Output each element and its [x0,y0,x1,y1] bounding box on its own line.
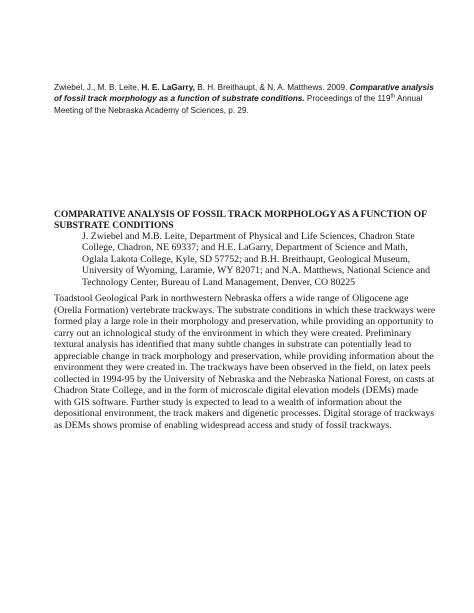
citation-proceedings: Proceedings of the 119 [304,94,391,104]
abstract-body: Toadstool Geological Park in northwestern Nebraska offers a wide range of Oligocene age (Orella Formation) vertebrate trackways. The substrate conditions in which these trackways were formed play a large role in their morphology and preservation, while providing an opportunity to carry out an ichnological study of the environment in which they were created. Preliminary textural analysis has identified that many subtle changes in substrate can potentially lead to appreciable change in track morphology and preservation, while providing information about the environment they were created in. The trackways have been observed in the field, on latex peels collected in 1994-95 by the University of Nebraska and the Nebraska National Forest, on casts at Chadron State College, and in the form of microscale digital elevation models (DEMs) made with GIS software. Further study is expected to lead to a wealth of information about the depositional environment, the track makers and digenetic processes. Digital storage of trackways as DEMs shows promise of enabling widespread access and study of fossil trackways. [54,293,436,431]
citation-authors: Zwiebel, J., M. B. Leite, [54,83,142,92]
citation-ordinal-suffix: th [390,93,396,100]
paper-title: COMPARATIVE ANALYSIS OF FOSSIL TRACK MORPHOLOGY AS A FUNCTION OF SUBSTRATE CONDITIONS [54,209,427,231]
citation-bold-author: H. E. LaGarry, [141,83,195,92]
citation-reference [54,82,434,116]
citation-meeting: Annual Meeting of the Nebraska Academy of Sciences, p. 29. [54,94,423,115]
author-affiliations: J. Zwiebel and M.B. Leite, Department of Physical and Life Sciences, Chadron State College, Chadron, NE 69337; and H.E. LaGarry, Department of Science and Math, Oglala Lakota College, Kyle, SD 57752; and B.H. Breithaupt, Geological Museum, University of Wyoming, Laramie, WY 82071; and N.A. Matthews, National Science and Technology Center, Bureau of Land Management, Denver, CO 80225 [82,231,431,288]
citation-authors-year: B. H. Breithaupt, & N. A. Matthews. 2009. [194,83,350,92]
citation-title: Comparative analysis of fossil track morphology as a function of substrate conditions. [54,83,434,104]
